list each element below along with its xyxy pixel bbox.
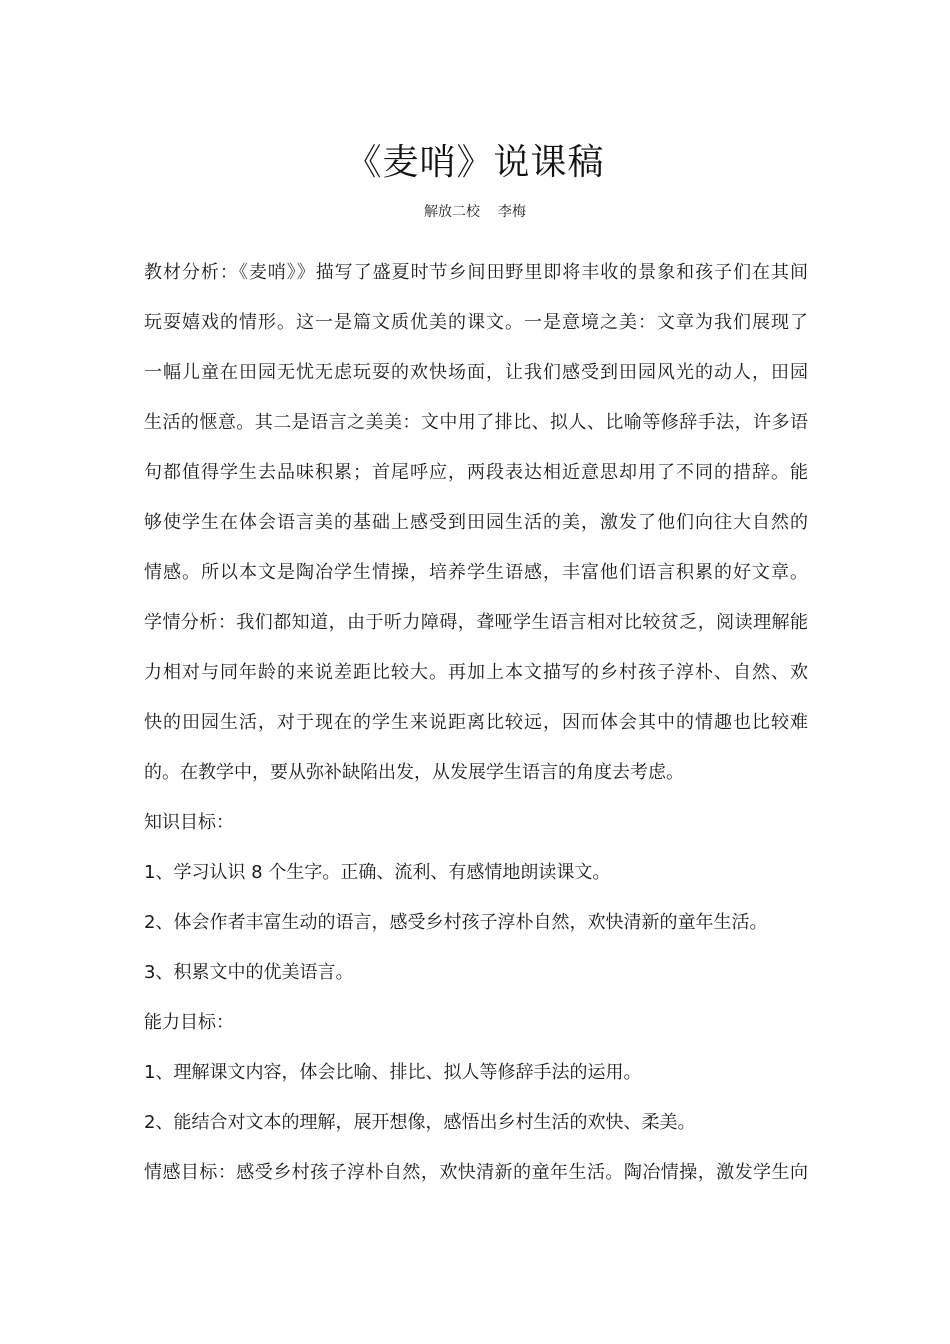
text-line: 情感。所以本文是陶冶学生情操，培养学生语感，丰富他们语言积累的好文章。 <box>144 562 808 583</box>
page-title: 《麦哨》说课稿 <box>345 142 605 183</box>
author-line <box>0 200 950 224</box>
author-name: 李梅 <box>498 204 526 220</box>
author-school: 解放二校 <box>424 204 480 220</box>
text-line: 学情分析：我们都知道，由于听力障碍，聋哑学生语言相对比较贫乏，阅读理解能 <box>144 612 808 633</box>
text-line: 能力目标： <box>144 1012 234 1033</box>
text-line: 知识目标： <box>144 812 234 833</box>
text-line: 2、能结合对文本的理解，展开想像，感悟出乡村生活的欢快、柔美。 <box>144 1112 696 1133</box>
text-line: 的。在教学中，要从弥补缺陷出发，从发展学生语言的角度去考虑。 <box>144 762 684 783</box>
text-line: 力相对与同年龄的来说差距比较大。再加上本文描写的乡村孩子淳朴、自然、欢 <box>144 662 808 683</box>
text-line: 教材分析：《麦哨》》描写了盛夏时节乡间田野里即将丰收的景象和孩子们在其间 <box>144 262 808 283</box>
text-line: 2、体会作者丰富生动的语言，感受乡村孩子淳朴自然，欢快清新的童年生活。 <box>144 912 768 933</box>
text-line: 3、积累文中的优美语言。 <box>144 962 354 983</box>
text-line: 一幅儿童在田园无忧无虑玩耍的欢快场面，让我们感受到田园风光的动人，田园 <box>144 362 808 383</box>
text-line: 快的田园生活，对于现在的学生来说距离比较远，因而体会其中的情趣也比较难 <box>144 712 808 733</box>
text-line: 1、学习认识 8 个生字。正确、流利、有感情地朗读课文。 <box>144 862 611 883</box>
text-line: 玩耍嬉戏的情形。这一是篇文质优美的课文。一是意境之美：文章为我们展现了 <box>144 312 808 333</box>
body-text <box>144 248 808 1198</box>
text-line: 情感目标：感受乡村孩子淳朴自然，欢快清新的童年生活。陶冶情操，激发学生向 <box>144 1162 808 1183</box>
text-line: 生活的惬意。其二是语言之美美：文中用了排比、拟人、比喻等修辞手法，许多语 <box>144 412 808 433</box>
text-line: 1、理解课文内容，体会比喻、排比、拟人等修辞手法的运用。 <box>144 1062 642 1083</box>
text-line: 够使学生在体会语言美的基础上感受到田园生活的美，激发了他们向往大自然的 <box>144 512 808 533</box>
text-line: 句都值得学生去品味积累；首尾呼应，两段表达相近意思却用了不同的措辞。能 <box>144 462 808 483</box>
